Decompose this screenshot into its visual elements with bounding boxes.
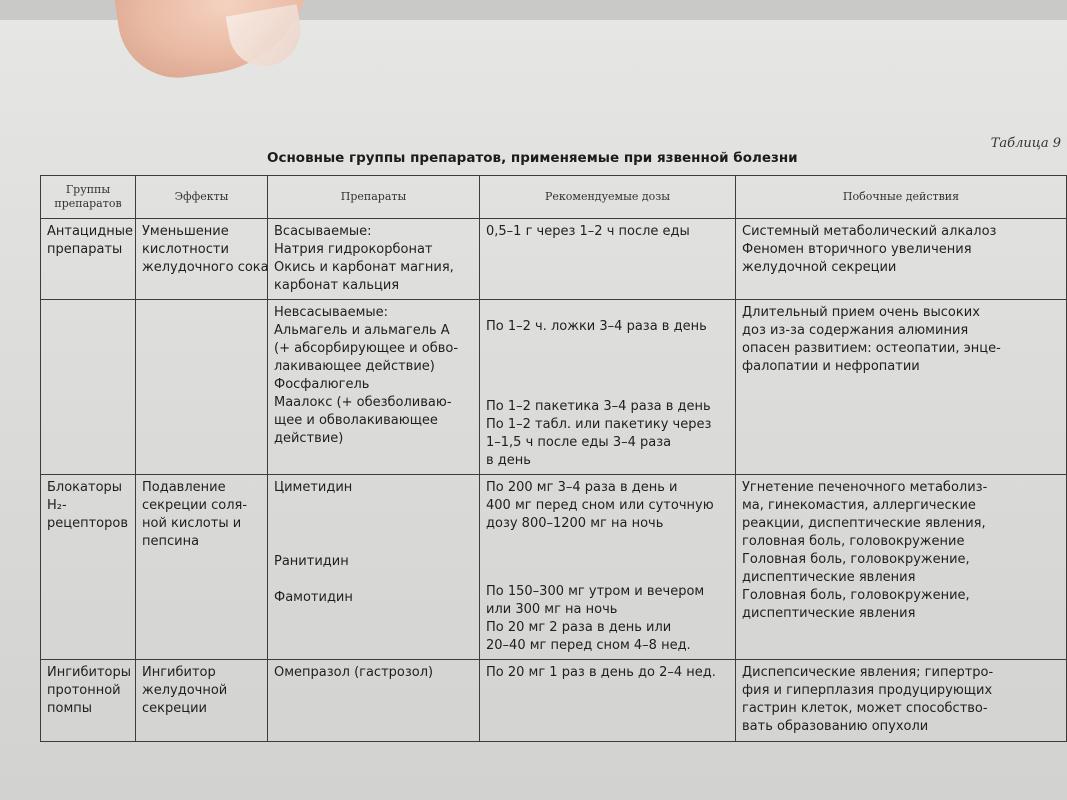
header-drugs: Препараты: [268, 176, 480, 219]
cell-doses: По 1–2 ч. ложки 3–4 раза в день По 1–2 пакетика 3–4 раза в день По 1–2 табл. или пакетику через 1–1,5 ч после еды 3–4 раза в день: [480, 300, 736, 475]
cell-group: Ингибиторы протонной помпы: [41, 660, 136, 742]
cell-effect: [136, 300, 268, 475]
header-side-effects: Побочные действия: [736, 176, 1067, 219]
table-number: Таблица 9: [990, 136, 1061, 151]
header-doses: Рекомендуемые дозы: [480, 176, 736, 219]
cell-side-effects: Системный метаболический алкалоз Феномен вторичного увеличения желудочной секреции: [736, 219, 1067, 300]
cell-effect: Уменьшение кислотности желудочного сока: [136, 219, 268, 300]
table-row: [41, 300, 1067, 475]
cell-side-effects: Диспепсические явления; гипертро- фия и гиперплазия продуцирующих гастрин клеток, может способство- вать образованию опухоли: [736, 660, 1067, 742]
cell-effect: Подавление секреции соля- ной кислоты и пепсина: [136, 475, 268, 660]
cell-doses: По 200 мг 3–4 раза в день и 400 мг перед сном или суточную дозу 800–1200 мг на ночь По 150–300 мг утром и вечером или 300 мг на ночь По 20 мг 2 раза в день или 20–40 мг перед сном 4–8 нед.: [480, 475, 736, 660]
table-row: [41, 219, 1067, 300]
cell-doses: По 20 мг 1 раз в день до 2–4 нед.: [480, 660, 736, 742]
cell-side-effects: Длительный прием очень высоких доз из-за содержания алюминия опасен развитием: остеопатии, энце- фалопатии и нефропатии: [736, 300, 1067, 475]
table-row: [41, 660, 1067, 742]
header-row: [41, 176, 1067, 219]
table-title: Основные группы препаратов, применяемые при язвенной болезни: [267, 150, 798, 166]
drug-table: [40, 175, 1067, 742]
cell-drugs: Омепразол (гастрозол): [268, 660, 480, 742]
cell-group: Блокаторы H₂- рецепторов: [41, 475, 136, 660]
cell-effect: Ингибитор желудочной секреции: [136, 660, 268, 742]
cell-drugs: Всасываемые: Натрия гидрокорбонат Окись и карбонат магния, карбонат кальция: [268, 219, 480, 300]
cell-drugs: Невсасываемые: Альмагель и альмагель А (+ абсорбирующее и обво- лакивающее действие) Фосфалюгель Маалокс (+ обезболиваю- щее и обволакивающее действие): [268, 300, 480, 475]
cell-drugs: Циметидин Ранитидин Фамотидин: [268, 475, 480, 660]
cell-group: [41, 300, 136, 475]
table-row: [41, 475, 1067, 660]
header-effects: Эффекты: [136, 176, 268, 219]
cell-group: Антацидные препараты: [41, 219, 136, 300]
cell-doses: 0,5–1 г через 1–2 ч после еды: [480, 219, 736, 300]
cell-side-effects: Угнетение печеночного метаболиз- ма, гинекомастия, аллергические реакции, диспептические явления, головная боль, головокружение Головная боль, головокружение, диспептические явления Головная боль, головокружение, диспептические явления: [736, 475, 1067, 660]
header-groups: Группы препаратов: [41, 176, 136, 219]
